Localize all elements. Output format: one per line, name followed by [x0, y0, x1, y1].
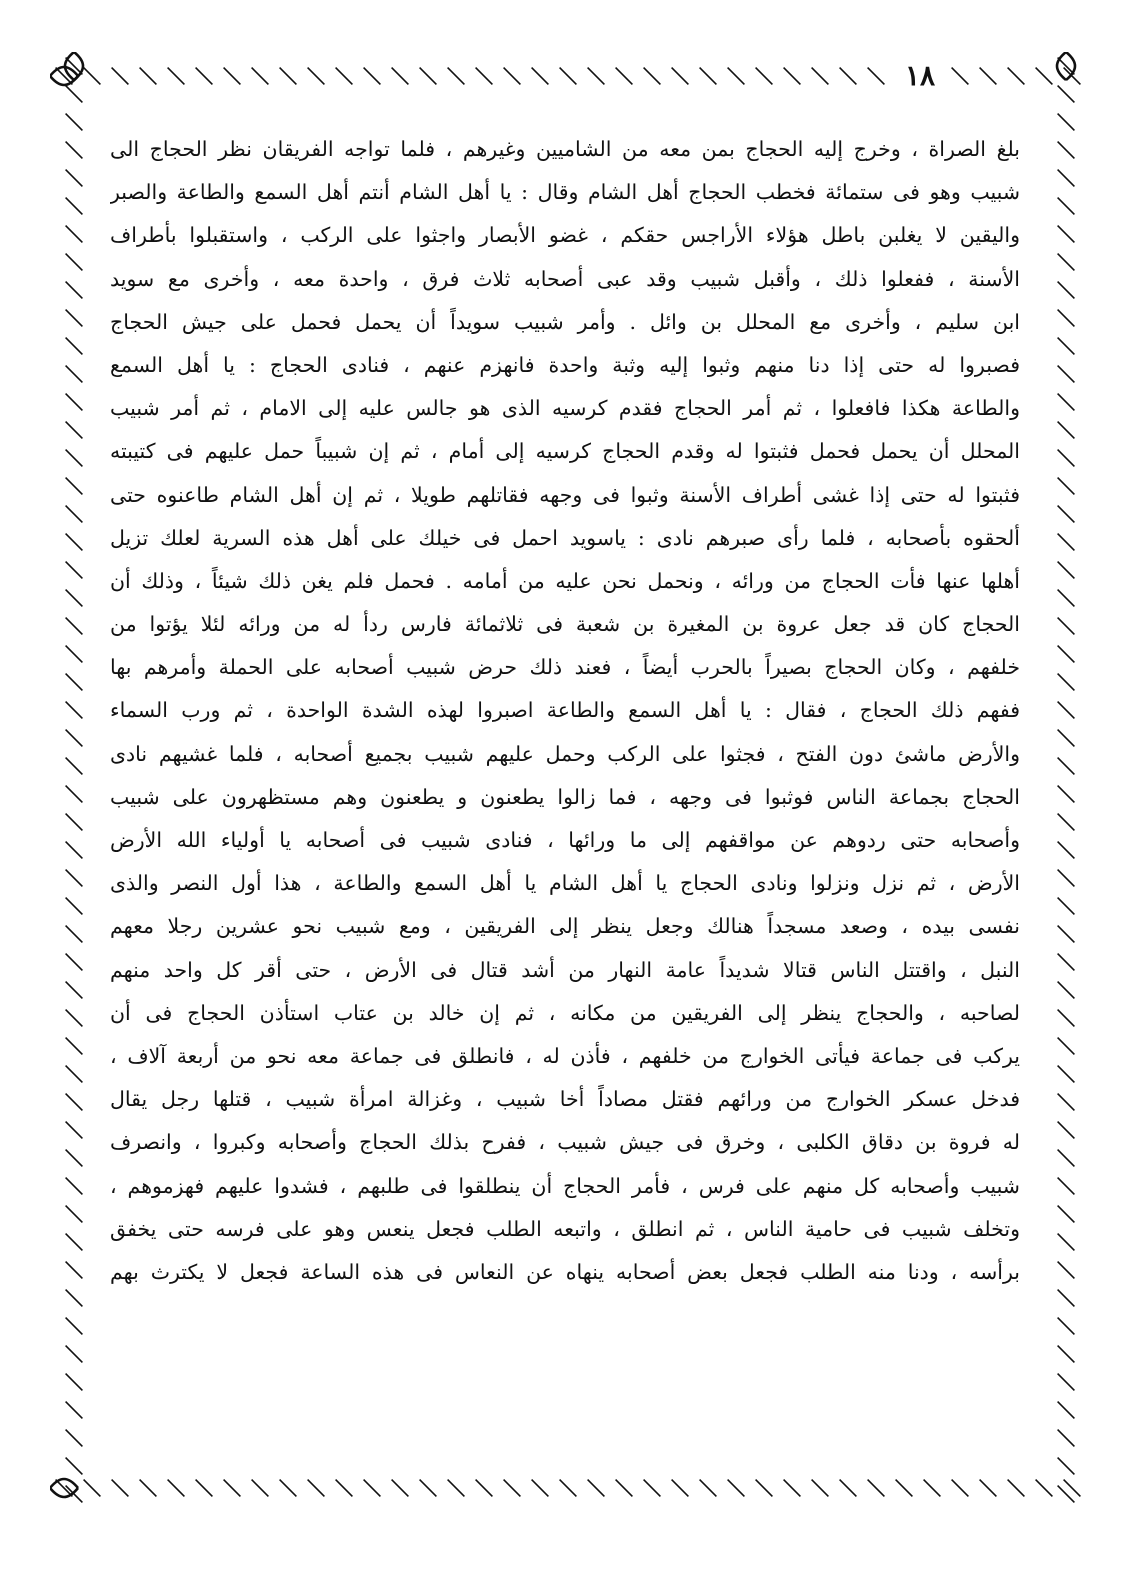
border-strand: [50, 76, 78, 85]
text-line: شبيب وهو فى ستمائة فخطب الحجاج أهل الشام وقال : يا أهل الشام أنتم أهل السمع والطاعة والصبر: [110, 180, 1020, 205]
text-line: وأصحابه حتى ردوهم عن مواقفهم إلى ما ورائها ، فنادى شبيب فى أصحابه يا أولياء الله الأرض: [110, 828, 1020, 852]
page-number: ١٨: [890, 56, 950, 96]
text-line: له فروة بن دقاق الكلبى ، وخرق فى جيش شبيب ، ففرح بذلك الحجاج وأصحابه وكبروا ، وانصرف: [110, 1130, 1020, 1155]
text-line: ابن سليم ، وأخرى مع المحلل بن وائل . وأمر شبيب سويداً أن يحمل فحمل على جيش الحجاج: [110, 309, 1020, 334]
body-text: [110, 128, 1020, 1468]
text-line: ألحقوه بأصحابه ، فلما رأى صبرهم نادى : ياسويد احمل فى خيلك على أهل هذه السرية لعلك تزيل: [110, 525, 1020, 550]
text-line: واليقين لا يغلبن باطل هؤلاء الأراجس حقكم ، غضو الأبصار واجثوا على الركب ، واستقبلوا بأطراف: [110, 223, 1020, 248]
border-strand: [65, 52, 74, 80]
text-line: والطاعة هكذا فافعلوا ، ثم أمر الحجاج فقدم كرسيه الذى هو جالس عليه إلى الامام ، ثم أمر شبيب: [110, 396, 1020, 421]
text-line: ففهم ذلك الحجاج ، فقال : يا أهل السمع والطاعة اصبروا لهذه الشدة الواحدة ، ثم ورب السماء: [110, 698, 1020, 723]
border-strand: [1057, 52, 1066, 80]
text-line: فثبتوا له حتى إذا غشى أطراف الأسنة وثبوا فى وجهه فقاتلهم طويلا ، ثم إن أهل الشام طاعنوه حتى: [110, 482, 1020, 507]
text-line: النبل ، واقتتل الناس قتالا شديداً عامة النهار من أشد قتال فى الأرض ، حتى أقر كل واحد منهم: [110, 957, 1020, 982]
text-line: فدخل عسكر الخوارج من ورائهم فقتل مصاداً أخا شبيب ، وغزالة امرأة شبيب ، قتلها رجل يقال: [110, 1087, 1020, 1112]
text-line: والأرض ماشئ دون الفتح ، فجثوا على الركب وحمل عليهم شبيب بجميع أصحابه ، فلما غشيهم نادى: [110, 741, 1020, 766]
text-line: خلفهم ، وكان الحجاج بصيراً بالحرب أيضاً ، فعند ذلك حرض شبيب أصحابه على الحملة وأمرهم بها: [110, 655, 1020, 680]
text-line: بلغ الصراة ، وخرج إليه الحجاج بمن معه من الشاميين وغيرهم ، فلما تواجه الفريقان نظر الحجاج الى: [110, 137, 1020, 161]
text-line: المحلل أن يحمل فحمل فثبتوا له وقدم الحجاج كرسيه إلى أمام ، ثم إن شبيباً حمل عليهم فى كتيبته: [110, 439, 1020, 464]
text-line: الحجاج بجماعة الناس فوثبوا فى وجهه ، فما زالوا يطعنون و يطعنون وهم مستظهرون على شبيب: [110, 784, 1020, 809]
border-strand: [50, 1479, 78, 1488]
text-line: الأسنة ، ففعلوا ذلك ، وأقبل شبيب وقد عبى أصحابه ثلاث فرق ، واحدة معه ، وأخرى مع سويد: [110, 266, 1020, 291]
text-line: نفسى بيده ، وصعد مسجداً هنالك وجعل ينظر إلى الفريقين ، ومع شبيب نحو عشرين رجلا معهم: [110, 914, 1020, 939]
border-strand: [66, 58, 83, 1512]
text-line: يركب فى جماعة فيأتى الخوارج من خلفهم ، فأذن له ، فانطلق فى جماعة معه نحو من أربعة آلاف ،: [110, 1043, 1020, 1068]
border-strand: [74, 52, 83, 80]
border-strand: [1058, 58, 1075, 1512]
text-line: وتخلف شبيب فى حامية الناس ، ثم انطلق ، واتبعه الطلب فجعل ينعس وهو على فرسه حتى يخفق: [110, 1216, 1020, 1241]
text-line: برأسه ، ودنا منه الطلب فجعل بعض أصحابه ينهاه عن النعاس فى هذه الساعة فجعل لا يكترث بهم: [110, 1259, 1020, 1284]
text-line: شبيب وأصحابه كل منهم على فرس ، فأمر الحجاج أن ينطلقوا فى طلبهم ، فشدوا عليهم فهزموهم ،: [110, 1173, 1020, 1198]
text-line: لصاحبه ، والحجاج ينظر إلى الفريقين من مكانه ، ثم إن خالد بن عتاب استأذن الحجاج فى أن: [110, 1000, 1020, 1025]
text-line: الحجاج كان قد جعل عروة بن المغيرة بن شعبة فى ثلاثمائة فارس ردأ له من ورائه لئلا يؤتوا من: [110, 612, 1020, 637]
border-strand: [1066, 52, 1075, 80]
text-line: فصبروا له حتى إذا دنا منهم وثبوا إليه وثبة واحدة فانهزم عنهم ، فنادى الحجاج : يا أهل السمع: [110, 352, 1020, 377]
border-strand: [50, 1488, 78, 1497]
border-strand: [56, 1480, 1090, 1497]
text-line: أهلها عنها فأت الحجاج من ورائه ، ونحمل نحن عليه من أمامه . فحمل فلم يغن ذلك شيئاً ، وذلك أن: [110, 568, 1020, 593]
text-line: الأرض ، ثم نزل ونزلوا ونادى الحجاج يا أهل الشام يا أهل السمع والطاعة ، هذا أول النصر والذى: [110, 871, 1020, 896]
